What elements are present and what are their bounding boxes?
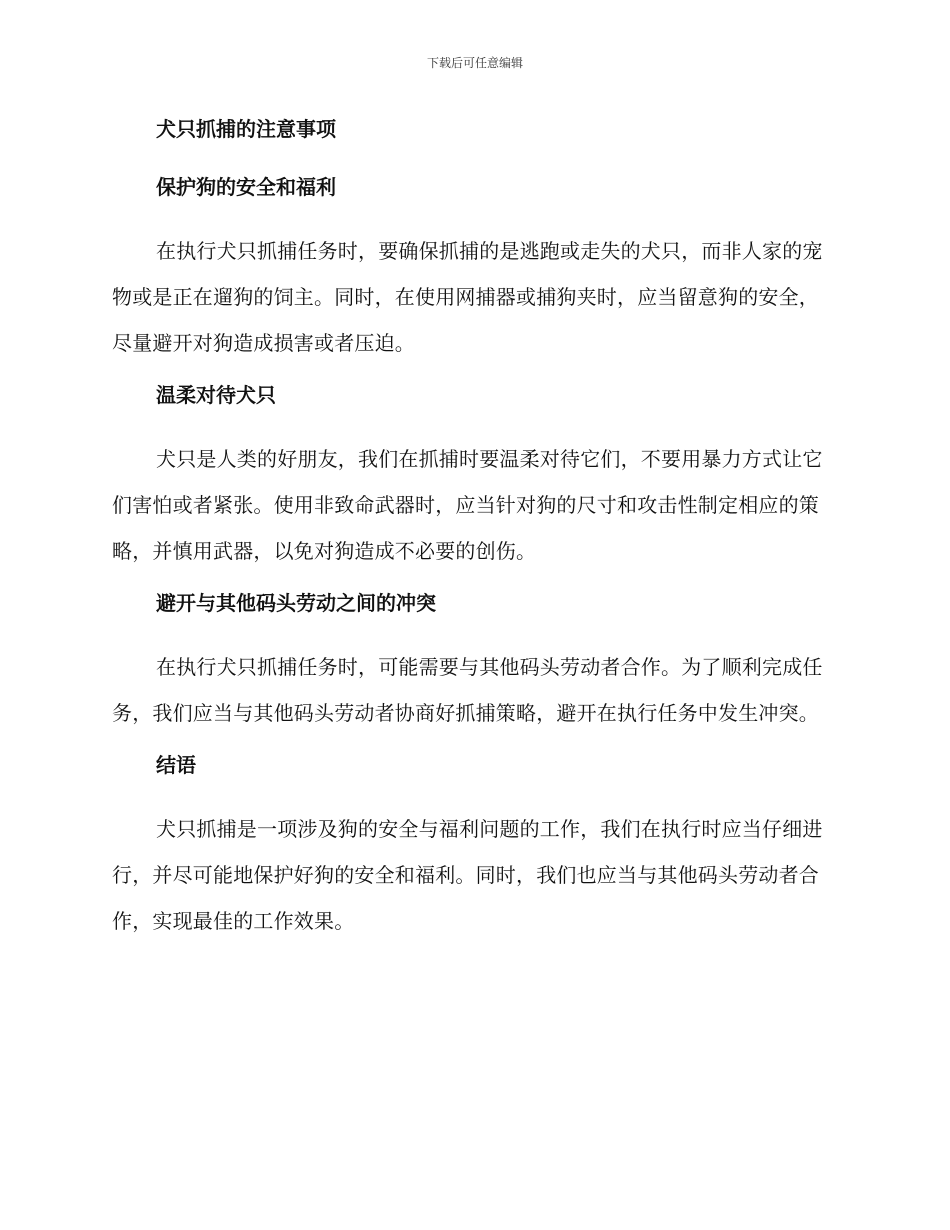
section-paragraph: 犬只是人类的好朋友，我们在抓捕时要温柔对待它们，不要用暴力方式让它们害怕或者紧张。使用非致命武器时，应当针对狗的尺寸和攻击性制定相应的策略，并慎用武器，以免对狗造成不必要的创伤。 — [112, 447, 823, 563]
section-paragraph: 在执行犬只抓捕任务时，要确保抓捕的是逃跑或走失的犬只，而非人家的宠物或是正在遛狗的饲主。同时，在使用网捕器或捕狗夹时，应当留意狗的安全，尽量避开对狗造成损害或者压迫。 — [112, 239, 823, 355]
document-body — [112, 112, 836, 956]
header-note: 下载后可任意编辑 — [426, 56, 523, 70]
section-heading: 温柔对待犬只 — [156, 383, 276, 407]
document-title: 犬只抓捕的注意事项 — [156, 117, 336, 141]
section-heading: 结语 — [156, 753, 196, 777]
section-paragraph: 犬只抓捕是一项涉及狗的安全与福利问题的工作，我们在执行时应当仔细进行，并尽可能地保护好狗的安全和福利。同时，我们也应当与其他码头劳动者合作，实现最佳的工作效果。 — [112, 817, 823, 933]
section-paragraph: 在执行犬只抓捕任务时，可能需要与其他码头劳动者合作。为了顺利完成任务，我们应当与其他码头劳动者协商好抓捕策略，避开在执行任务中发生冲突。 — [112, 655, 823, 725]
section-heading: 保护狗的安全和福利 — [156, 175, 336, 199]
section-heading: 避开与其他码头劳动之间的冲突 — [156, 591, 436, 615]
